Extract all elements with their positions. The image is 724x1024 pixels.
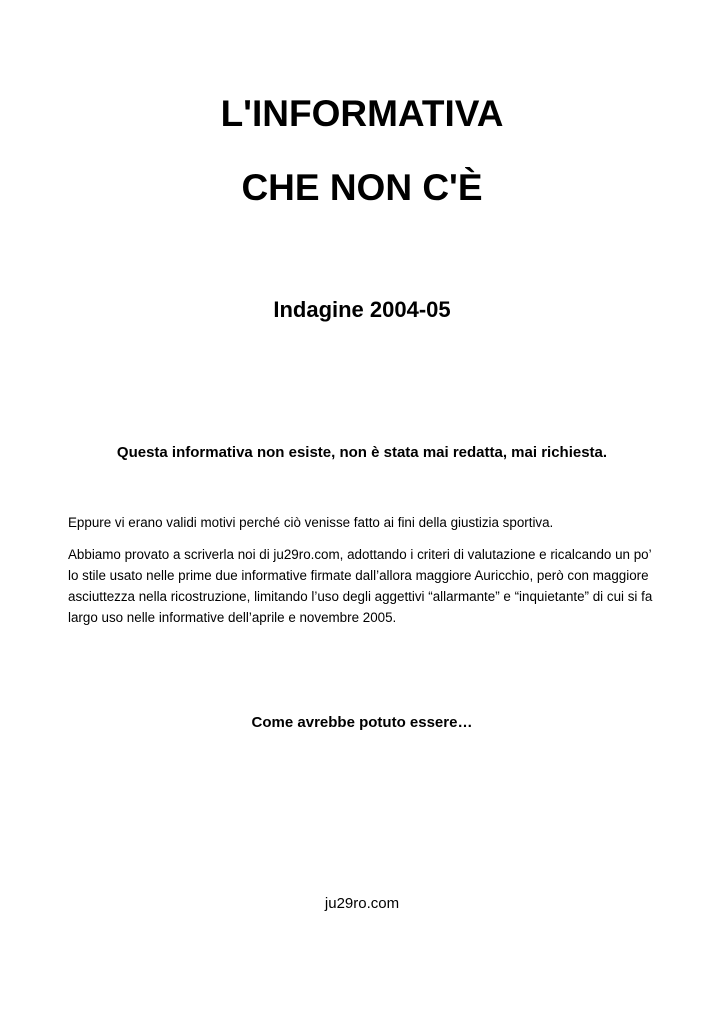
title-line-1: L'INFORMATIVA (220, 93, 504, 134)
lead-statement: Questa informativa non esiste, non è stata mai redatta, mai richiesta. (116, 444, 608, 461)
subtitle: Indagine 2004-05 (273, 297, 451, 322)
body-paragraph-2: Abbiamo provato a scriverla noi di ju29ro.com, adottando i criteri di valutazione e ricalcando un po’ lo stile usato nelle prime due informative firmate dall’allora maggiore Auricchio, però con maggiore asciuttezza nella ricostruzione, limitando l’uso degli aggettivi “allarmante” e “inquietante” di cui si fa largo uso nelle informative dell’aprile e novembre 2005. (68, 547, 653, 625)
title-line-2: CHE NON C'È (241, 167, 483, 208)
footer-site: ju29ro.com (324, 895, 400, 912)
closing-line: Come avrebbe potuto essere… (251, 714, 473, 731)
body-paragraph-1: Eppure vi erano validi motivi perché ciò venisse fatto ai fini della giustizia sportiva. (68, 515, 554, 530)
